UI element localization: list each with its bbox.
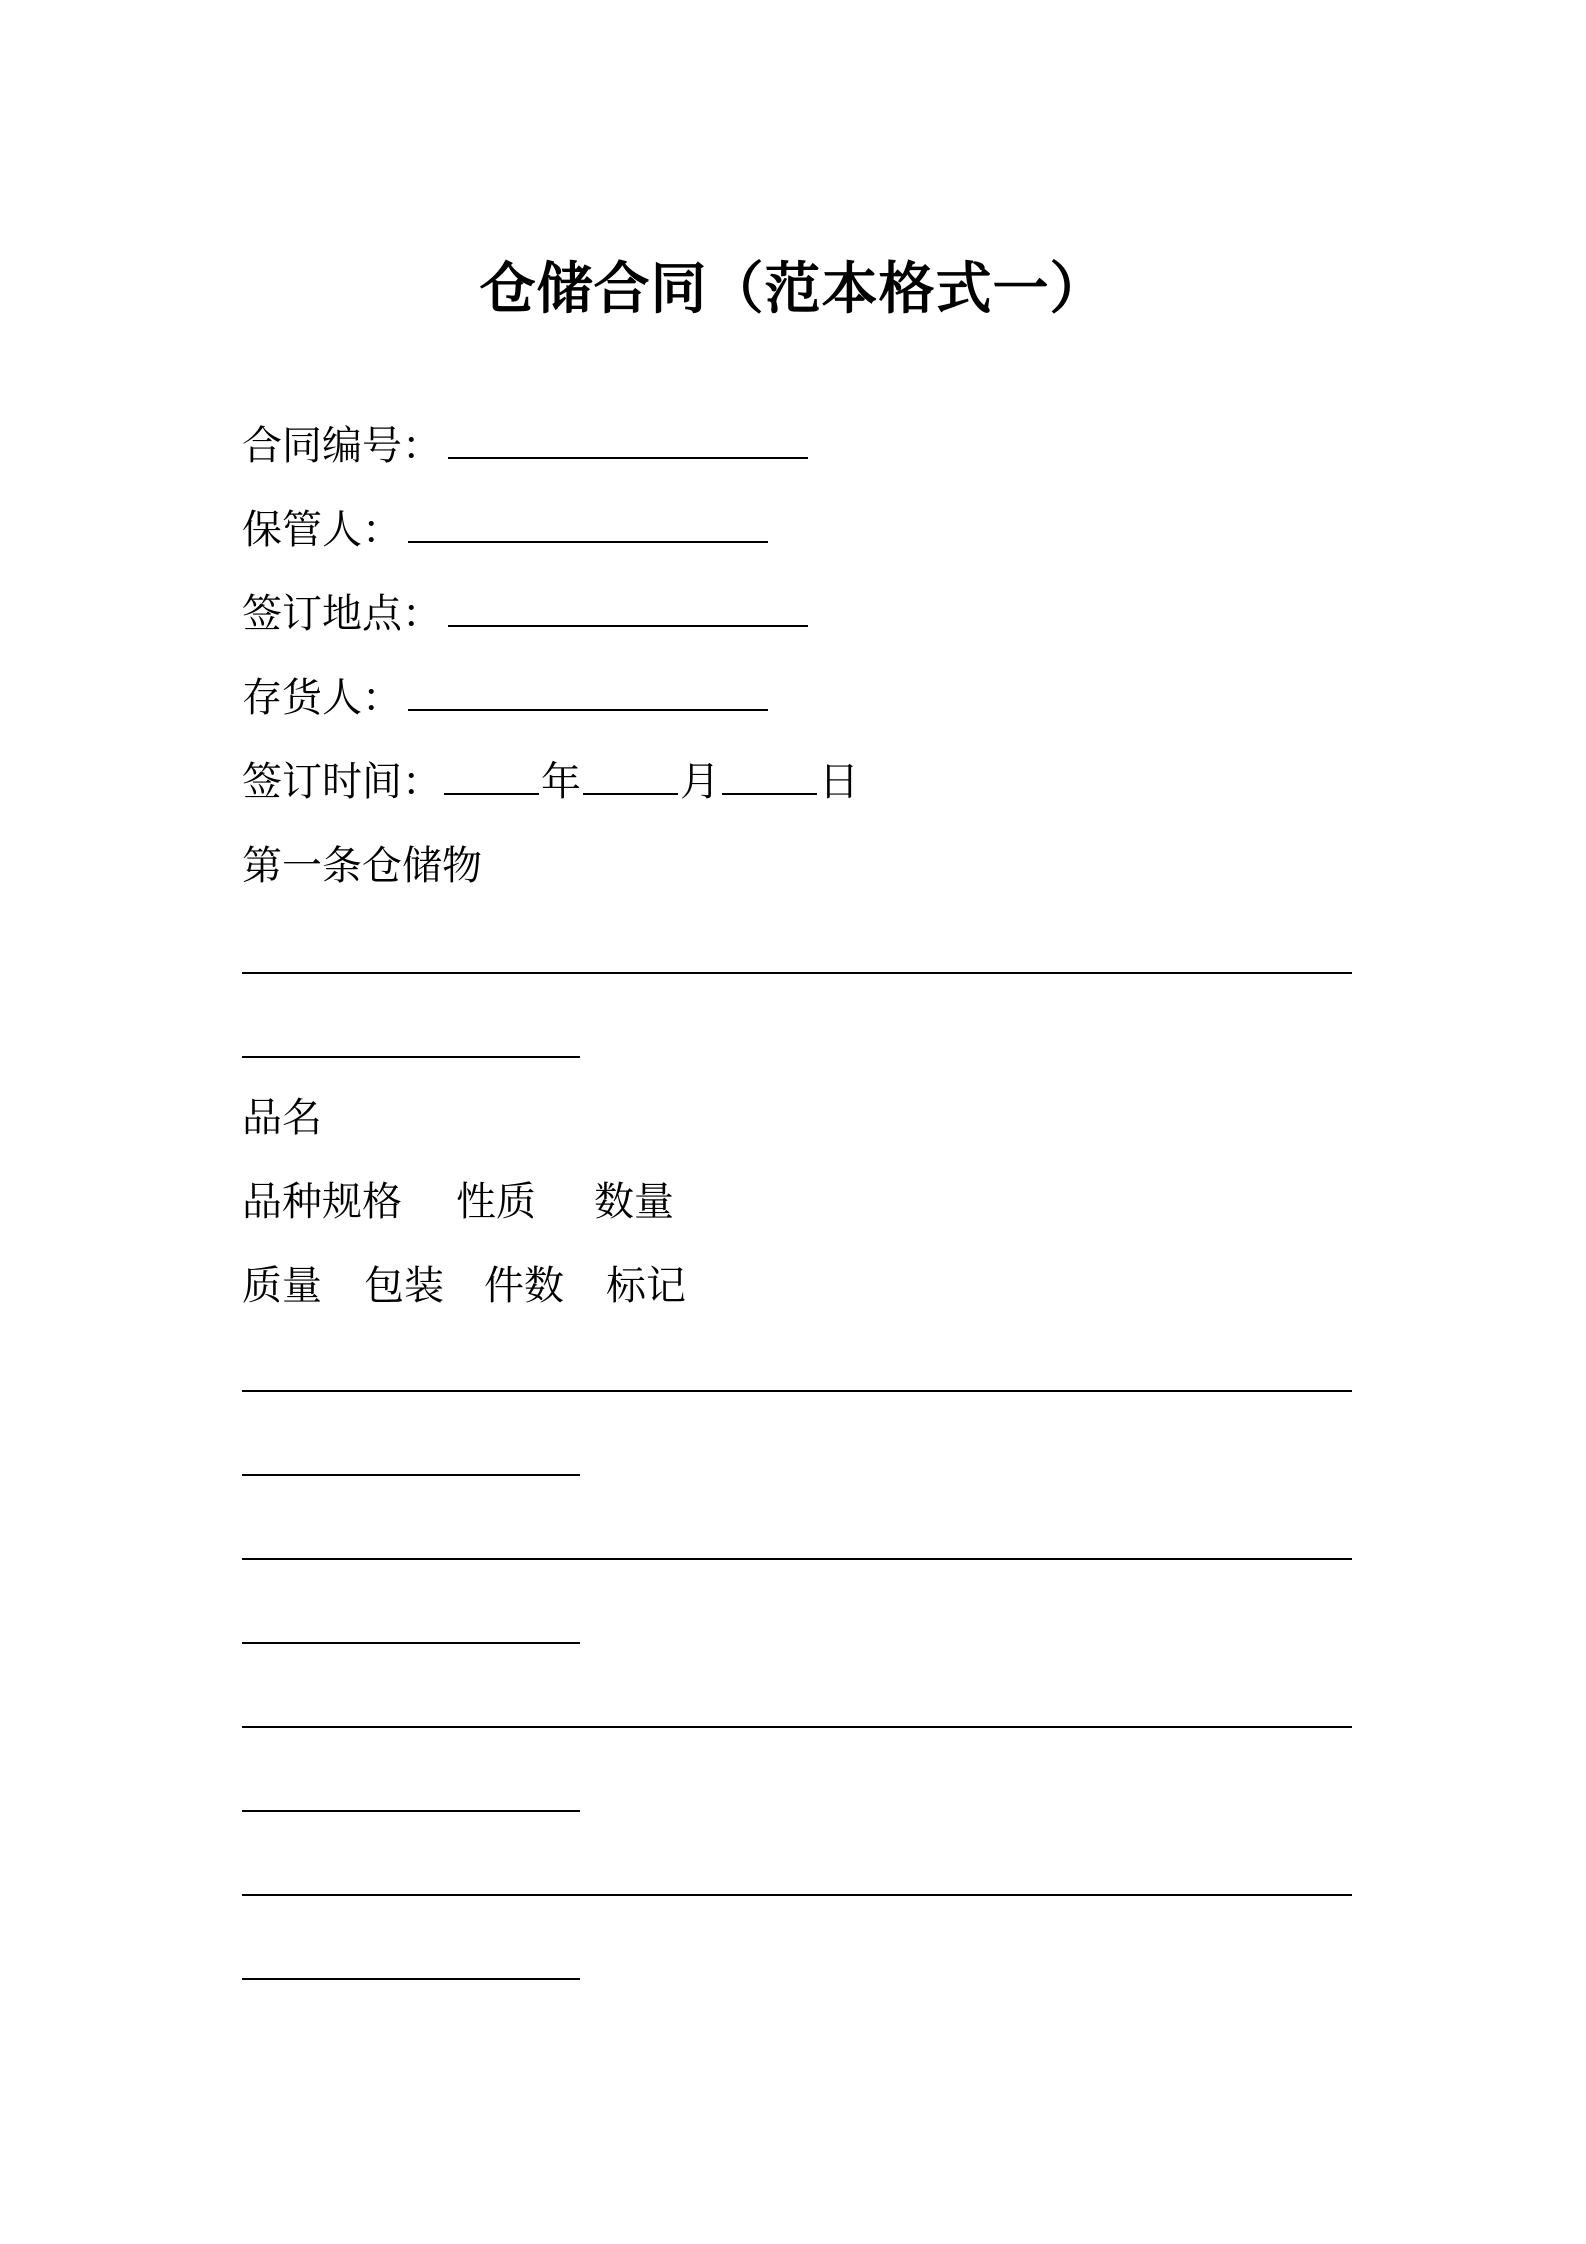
- sign-place-blank[interactable]: [448, 595, 808, 627]
- contract-number-blank[interactable]: [448, 427, 808, 459]
- fill-rule[interactable]: [242, 972, 1352, 974]
- year-blank[interactable]: [444, 763, 539, 795]
- fill-rule[interactable]: [242, 1474, 580, 1476]
- month-label: 月: [680, 759, 720, 805]
- depositor-label: 存货人：: [242, 675, 402, 721]
- quantity-label: 数量: [594, 1179, 674, 1225]
- custodian-blank[interactable]: [408, 511, 768, 543]
- sign-time-line: [242, 754, 859, 810]
- month-blank[interactable]: [583, 763, 678, 795]
- day-blank[interactable]: [722, 763, 817, 795]
- product-name-label: 品名: [242, 1095, 322, 1141]
- sign-place-line: [242, 586, 808, 642]
- document-title: 仓储合同（范本格式一）: [479, 257, 1107, 322]
- fill-rule[interactable]: [242, 1810, 580, 1812]
- pieces-label: 件数: [484, 1263, 564, 1309]
- fill-rule[interactable]: [242, 1558, 1352, 1560]
- custodian-line: [242, 502, 768, 558]
- fill-rule[interactable]: [242, 1978, 580, 1980]
- fill-rule[interactable]: [242, 1056, 580, 1058]
- marking-label: 标记: [606, 1263, 686, 1309]
- sign-place-label: 签订地点：: [242, 591, 442, 637]
- custodian-label: 保管人：: [242, 507, 402, 553]
- quality-label: 质量: [242, 1263, 322, 1309]
- quality-row: [242, 1258, 686, 1314]
- fill-rule[interactable]: [242, 1642, 580, 1644]
- fill-rule[interactable]: [242, 1726, 1352, 1728]
- year-label: 年: [541, 759, 581, 805]
- article1-heading: 第一条仓储物: [242, 843, 482, 889]
- contract-number-label: 合同编号：: [242, 423, 442, 469]
- depositor-line: [242, 670, 768, 726]
- spec-row: [242, 1174, 674, 1230]
- spec-label: 品种规格: [242, 1179, 402, 1225]
- nature-label: 性质: [456, 1179, 536, 1225]
- packaging-label: 包装: [364, 1263, 444, 1309]
- contract-number-line: [242, 418, 808, 474]
- sign-time-label: 签订时间：: [242, 759, 442, 805]
- fill-rule[interactable]: [242, 1894, 1352, 1896]
- day-label: 日: [819, 759, 859, 805]
- depositor-blank[interactable]: [408, 679, 768, 711]
- fill-rule[interactable]: [242, 1390, 1352, 1392]
